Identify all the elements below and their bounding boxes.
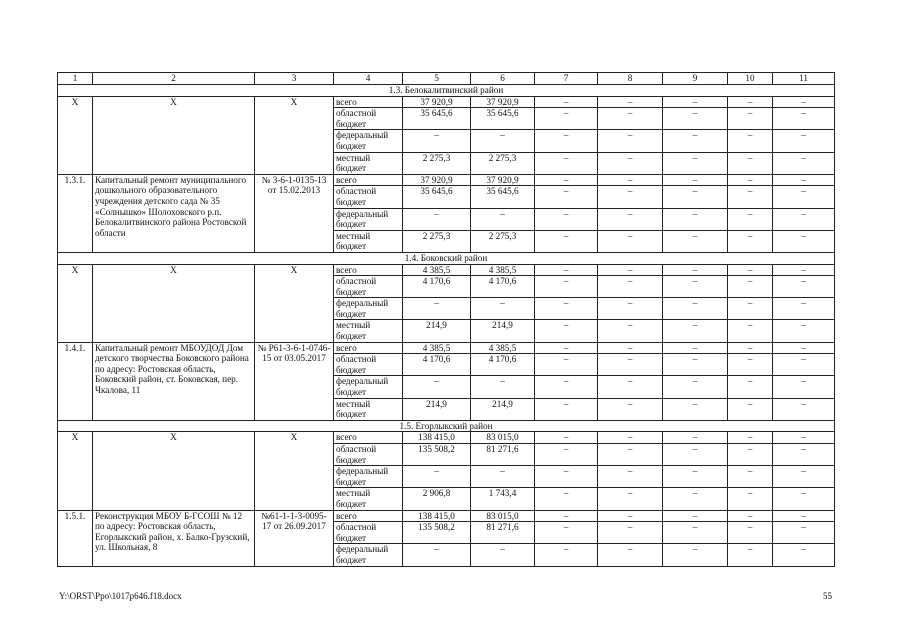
amount-year: 81 271,6 [471, 444, 535, 466]
empty-dash: – [773, 398, 835, 420]
empty-dash: – [663, 130, 728, 152]
amount-year: 4 170,6 [471, 354, 535, 376]
empty-dash: – [728, 152, 773, 174]
empty-dash: – [663, 230, 728, 252]
empty-dash: – [598, 354, 663, 376]
total-marker: X [58, 264, 93, 342]
empty-dash: – [598, 466, 663, 488]
amount-year: – [471, 130, 535, 152]
empty-dash: – [535, 522, 598, 544]
empty-dash: – [728, 466, 773, 488]
amount-total: 138 415,0 [403, 510, 471, 522]
empty-dash: – [663, 96, 728, 108]
empty-dash: – [773, 174, 835, 186]
amount-year: – [471, 208, 535, 230]
empty-dash: – [535, 208, 598, 230]
column-number-row [58, 73, 835, 85]
empty-dash: – [535, 230, 598, 252]
empty-dash: – [728, 444, 773, 466]
amount-year: – [471, 376, 535, 398]
empty-dash: – [663, 510, 728, 522]
empty-dash: – [773, 342, 835, 354]
empty-dash: – [773, 354, 835, 376]
total-marker: X [255, 432, 334, 510]
amount-total: 4 385,5 [403, 264, 471, 276]
empty-dash: – [773, 208, 835, 230]
total-marker: X [58, 432, 93, 510]
funding-source-label: областной бюджет [334, 108, 403, 130]
amount-year: – [471, 298, 535, 320]
empty-dash: – [663, 174, 728, 186]
amount-year: 2 275,3 [471, 230, 535, 252]
empty-dash: – [535, 466, 598, 488]
funding-source-label: местный бюджет [334, 398, 403, 420]
funding-source-label: всего [334, 264, 403, 276]
section-title: 1.4. Боковский район [58, 252, 835, 264]
empty-dash: – [728, 108, 773, 130]
empty-dash: – [535, 354, 598, 376]
project-name: Реконструкция МБОУ Б-ГСОШ № 12 по адресу: Ростовская область, Егорлыкский район, х. Балко-Грузский, ул. Школьная, 8 [93, 510, 255, 566]
empty-dash: – [773, 130, 835, 152]
amount-total: – [403, 466, 471, 488]
empty-dash: – [773, 230, 835, 252]
project-row [58, 174, 835, 186]
amount-year: 4 170,6 [471, 276, 535, 298]
project-row [58, 510, 835, 522]
empty-dash: – [598, 522, 663, 544]
amount-total: – [403, 130, 471, 152]
empty-dash: – [663, 444, 728, 466]
amount-year: – [471, 466, 535, 488]
amount-total: 2 275,3 [403, 230, 471, 252]
empty-dash: – [663, 488, 728, 510]
empty-dash: – [598, 96, 663, 108]
total-marker: X [255, 96, 334, 174]
col-header: 9 [663, 73, 728, 85]
amount-total: – [403, 544, 471, 566]
empty-dash: – [663, 298, 728, 320]
empty-dash: – [535, 276, 598, 298]
funding-source-label: областной бюджет [334, 444, 403, 466]
empty-dash: – [598, 130, 663, 152]
amount-year: 35 645,6 [471, 186, 535, 208]
empty-dash: – [663, 354, 728, 376]
amount-year: 37 920,9 [471, 96, 535, 108]
empty-dash: – [773, 152, 835, 174]
empty-dash: – [773, 96, 835, 108]
project-document: № Р61-3-6-1-0746-15 от 03.05.2017 [255, 342, 334, 420]
empty-dash: – [728, 186, 773, 208]
section-title-row [58, 252, 835, 264]
empty-dash: – [773, 376, 835, 398]
amount-year: 214,9 [471, 320, 535, 342]
empty-dash: – [598, 432, 663, 444]
empty-dash: – [663, 186, 728, 208]
amount-year: 2 275,3 [471, 152, 535, 174]
funding-source-label: всего [334, 96, 403, 108]
empty-dash: – [535, 444, 598, 466]
amount-total: 4 170,6 [403, 276, 471, 298]
empty-dash: – [728, 320, 773, 342]
empty-dash: – [535, 320, 598, 342]
amount-year: 214,9 [471, 398, 535, 420]
funding-source-label: областной бюджет [334, 276, 403, 298]
funding-source-label: всего [334, 342, 403, 354]
empty-dash: – [535, 152, 598, 174]
empty-dash: – [663, 208, 728, 230]
amount-total: – [403, 376, 471, 398]
empty-dash: – [773, 264, 835, 276]
district-total-row [58, 96, 835, 108]
col-header: 7 [535, 73, 598, 85]
empty-dash: – [535, 298, 598, 320]
empty-dash: – [773, 298, 835, 320]
empty-dash: – [773, 510, 835, 522]
amount-year: 35 645,6 [471, 108, 535, 130]
empty-dash: – [598, 488, 663, 510]
empty-dash: – [728, 432, 773, 444]
empty-dash: – [598, 544, 663, 566]
empty-dash: – [773, 186, 835, 208]
empty-dash: – [728, 398, 773, 420]
empty-dash: – [728, 230, 773, 252]
funding-source-label: областной бюджет [334, 522, 403, 544]
amount-year: – [471, 544, 535, 566]
empty-dash: – [663, 432, 728, 444]
empty-dash: – [773, 488, 835, 510]
empty-dash: – [773, 522, 835, 544]
empty-dash: – [663, 376, 728, 398]
col-header: 6 [471, 73, 535, 85]
section-title-row [58, 420, 835, 432]
col-header: 2 [93, 73, 255, 85]
empty-dash: – [728, 488, 773, 510]
col-header: 5 [403, 73, 471, 85]
amount-total: 4 170,6 [403, 354, 471, 376]
empty-dash: – [663, 522, 728, 544]
project-name: Капитальный ремонт МБОУДОД Дом детского творчества Боковского района по адресу: Ростовская область, Боковский район, ст. Боковская, пер. Чкалова, 11 [93, 342, 255, 420]
empty-dash: – [773, 444, 835, 466]
total-marker: X [93, 264, 255, 342]
funding-source-label: всего [334, 510, 403, 522]
empty-dash: – [728, 342, 773, 354]
amount-year: 4 385,5 [471, 264, 535, 276]
amount-total: 214,9 [403, 398, 471, 420]
empty-dash: – [598, 108, 663, 130]
col-header: 11 [773, 73, 835, 85]
amount-total: 37 920,9 [403, 96, 471, 108]
file-path: Y:\ORST\Ppo\1017p646.f18.docx [59, 591, 182, 601]
section-title: 1.3. Белокалитвинский район [58, 85, 835, 97]
empty-dash: – [663, 398, 728, 420]
amount-total: 4 385,5 [403, 342, 471, 354]
empty-dash: – [598, 510, 663, 522]
empty-dash: – [598, 152, 663, 174]
section-title-row [58, 85, 835, 97]
amount-year: 83 015,0 [471, 510, 535, 522]
empty-dash: – [728, 522, 773, 544]
district-total-row [58, 264, 835, 276]
col-header: 3 [255, 73, 334, 85]
empty-dash: – [535, 108, 598, 130]
empty-dash: – [773, 544, 835, 566]
empty-dash: – [663, 152, 728, 174]
empty-dash: – [728, 264, 773, 276]
empty-dash: – [663, 108, 728, 130]
funding-source-label: областной бюджет [334, 186, 403, 208]
amount-total: 35 645,6 [403, 186, 471, 208]
funding-source-label: местный бюджет [334, 488, 403, 510]
empty-dash: – [535, 96, 598, 108]
empty-dash: – [728, 208, 773, 230]
amount-total: 135 508,2 [403, 522, 471, 544]
project-document: № 3-6-1-0135-13 от 15.02.2013 [255, 174, 334, 252]
empty-dash: – [728, 298, 773, 320]
amount-total: 35 645,6 [403, 108, 471, 130]
empty-dash: – [535, 174, 598, 186]
amount-total: – [403, 208, 471, 230]
amount-year: 1 743,4 [471, 488, 535, 510]
project-document: №61-1-1-3-0095-17 от 26.09.2017 [255, 510, 334, 566]
col-header: 4 [334, 73, 403, 85]
empty-dash: – [773, 466, 835, 488]
empty-dash: – [728, 130, 773, 152]
amount-total: 135 508,2 [403, 444, 471, 466]
empty-dash: – [598, 444, 663, 466]
amount-year: 4 385,5 [471, 342, 535, 354]
amount-total: – [403, 298, 471, 320]
empty-dash: – [598, 208, 663, 230]
empty-dash: – [728, 96, 773, 108]
empty-dash: – [598, 174, 663, 186]
total-marker: X [58, 96, 93, 174]
empty-dash: – [728, 544, 773, 566]
amount-year: 37 920,9 [471, 174, 535, 186]
empty-dash: – [598, 342, 663, 354]
amount-total: 37 920,9 [403, 174, 471, 186]
amount-total: 2 906,8 [403, 488, 471, 510]
budget-table [57, 72, 835, 567]
funding-source-label: федеральный бюджет [334, 208, 403, 230]
col-header: 8 [598, 73, 663, 85]
funding-source-label: федеральный бюджет [334, 544, 403, 566]
empty-dash: – [535, 186, 598, 208]
empty-dash: – [535, 130, 598, 152]
amount-total: 214,9 [403, 320, 471, 342]
empty-dash: – [728, 354, 773, 376]
empty-dash: – [663, 544, 728, 566]
total-marker: X [255, 264, 334, 342]
funding-source-label: областной бюджет [334, 354, 403, 376]
funding-source-label: местный бюджет [334, 152, 403, 174]
funding-source-label: всего [334, 432, 403, 444]
empty-dash: – [663, 466, 728, 488]
empty-dash: – [663, 342, 728, 354]
empty-dash: – [728, 174, 773, 186]
empty-dash: – [535, 510, 598, 522]
empty-dash: – [535, 488, 598, 510]
empty-dash: – [728, 376, 773, 398]
col-header: 1 [58, 73, 93, 85]
funding-source-label: всего [334, 174, 403, 186]
total-marker: X [93, 96, 255, 174]
section-title: 1.5. Егорлыкский район [58, 420, 835, 432]
empty-dash: – [535, 376, 598, 398]
project-number: 1.4.1. [58, 342, 93, 420]
empty-dash: – [728, 510, 773, 522]
empty-dash: – [598, 398, 663, 420]
empty-dash: – [663, 264, 728, 276]
funding-source-label: федеральный бюджет [334, 130, 403, 152]
empty-dash: – [598, 230, 663, 252]
district-total-row [58, 432, 835, 444]
funding-source-label: федеральный бюджет [334, 376, 403, 398]
empty-dash: – [598, 264, 663, 276]
amount-total: 2 275,3 [403, 152, 471, 174]
empty-dash: – [728, 276, 773, 298]
empty-dash: – [535, 432, 598, 444]
col-header: 10 [728, 73, 773, 85]
empty-dash: – [535, 544, 598, 566]
project-name: Капитальный ремонт муниципального дошкольного образовательного учреждения детского сада № 35 «Солнышко» Шолоховского р.п. Белокалитвинского района Ростовской области [93, 174, 255, 252]
empty-dash: – [535, 398, 598, 420]
funding-source-label: местный бюджет [334, 230, 403, 252]
empty-dash: – [535, 342, 598, 354]
empty-dash: – [598, 376, 663, 398]
amount-year: 81 271,6 [471, 522, 535, 544]
empty-dash: – [773, 320, 835, 342]
funding-source-label: федеральный бюджет [334, 298, 403, 320]
empty-dash: – [598, 298, 663, 320]
project-number: 1.3.1. [58, 174, 93, 252]
amount-year: 83 015,0 [471, 432, 535, 444]
project-row [58, 342, 835, 354]
funding-source-label: местный бюджет [334, 320, 403, 342]
empty-dash: – [773, 108, 835, 130]
empty-dash: – [598, 276, 663, 298]
funding-source-label: федеральный бюджет [334, 466, 403, 488]
empty-dash: – [663, 320, 728, 342]
empty-dash: – [663, 276, 728, 298]
empty-dash: – [598, 320, 663, 342]
empty-dash: – [773, 276, 835, 298]
empty-dash: – [535, 264, 598, 276]
total-marker: X [93, 432, 255, 510]
table-body [58, 73, 835, 567]
project-number: 1.5.1. [58, 510, 93, 566]
empty-dash: – [773, 432, 835, 444]
amount-total: 138 415,0 [403, 432, 471, 444]
page-number: 55 [823, 591, 832, 601]
empty-dash: – [598, 186, 663, 208]
